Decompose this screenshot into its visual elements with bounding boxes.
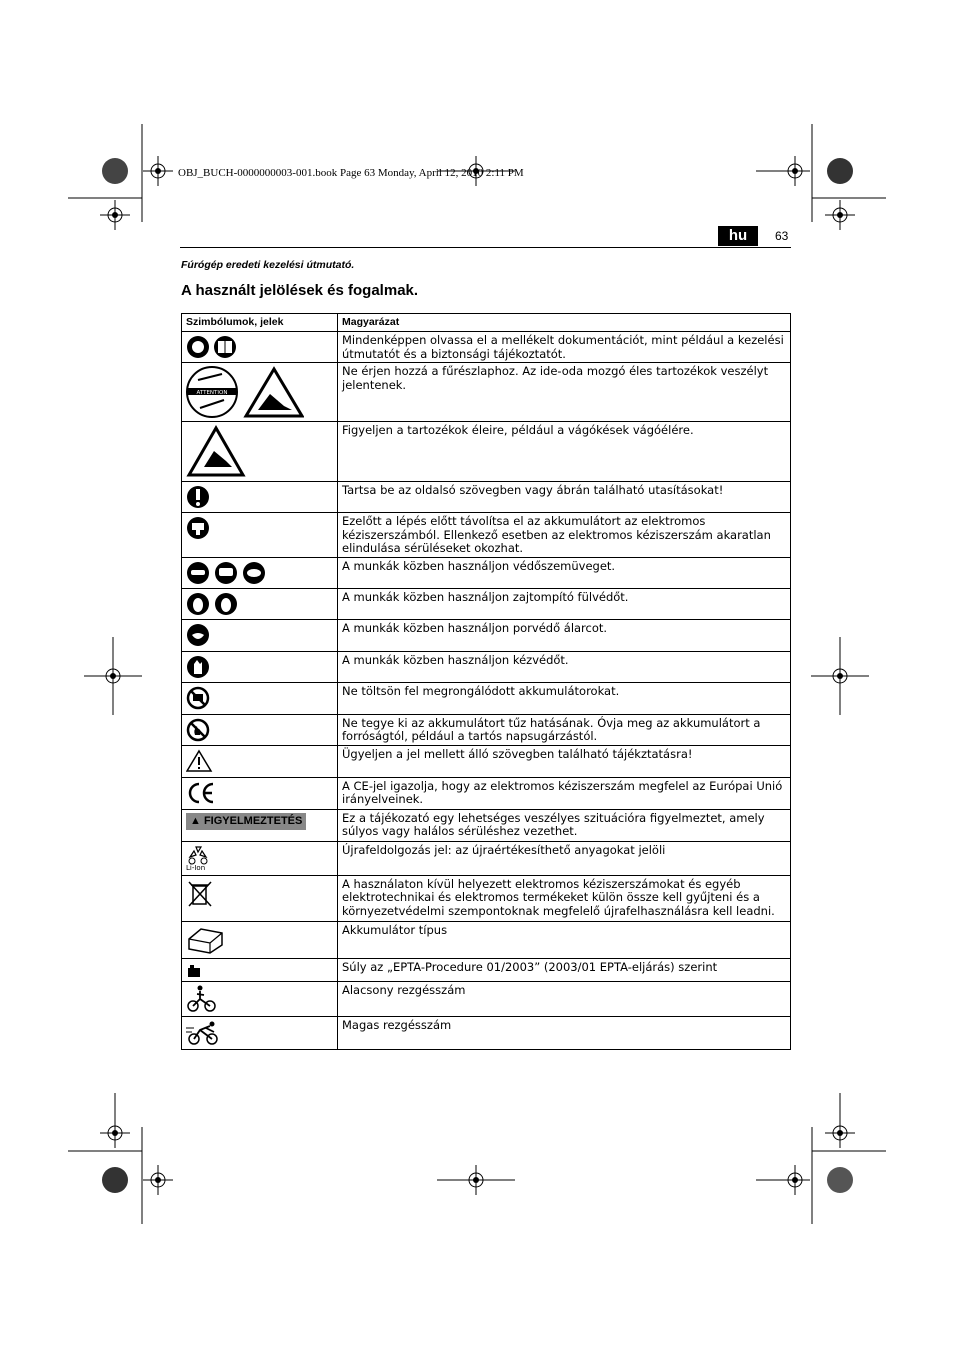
no-charging-damaged-battery-icon <box>186 686 212 710</box>
no-fire-battery-icon <box>186 718 212 742</box>
row-text: A munkák közben használjon kézvédőt. <box>338 651 791 682</box>
symbols-table <box>181 313 791 1050</box>
column-header-explanation: Magyarázat <box>338 314 791 332</box>
table-row <box>182 363 791 422</box>
row-text: Ügyeljen a jel mellett álló szövegben található tájékztatásra! <box>338 745 791 777</box>
table-row <box>182 875 791 921</box>
weight-icon <box>186 962 206 978</box>
table-row <box>182 422 791 482</box>
row-text: Alacsony rezgésszám <box>338 981 791 1016</box>
battery-pack-icon <box>186 925 226 955</box>
table-row <box>182 981 791 1016</box>
svg-text:ATTENTION: ATTENTION <box>196 390 228 396</box>
table-row <box>182 513 791 558</box>
document-subtitle: Fúrógép eredeti kezelési útmutató. <box>181 259 355 271</box>
row-text: Tartsa be az oldalsó szövegben vagy ábrán található utasításokat! <box>338 482 791 513</box>
caution-triangle-icon <box>186 749 214 773</box>
warning-badge-label: FIGYELMEZTETÉS <box>203 814 303 827</box>
ear-protection-icon <box>186 592 242 616</box>
li-ion-label: Li-Ion <box>186 863 206 872</box>
sharp-edge-warning-icon <box>186 425 246 477</box>
language-badge: hu <box>718 226 758 246</box>
table-row <box>182 714 791 745</box>
table-row <box>182 958 791 981</box>
table-row <box>182 921 791 958</box>
page-number: 63 <box>775 229 789 243</box>
row-text: Ezelőtt a lépés előtt távolítsa el az akkumulátort az elektromos kéziszerszámból. Ellenkező esetben az elektromos kéziszerszám akaratlan elindulása sérüléseket okozhat. <box>338 513 791 558</box>
row-text: A munkák közben használjon zajtompító fülvédőt. <box>338 588 791 619</box>
gloves-icon <box>186 655 212 679</box>
row-text: Újrafeldolgozás jel: az újraértékesíthető anyagokat jelöli <box>338 841 791 875</box>
fast-bicycle-icon <box>186 1020 222 1046</box>
table-row <box>182 777 791 809</box>
column-header-symbols: Szimbólumok, jelek <box>182 314 338 332</box>
header-rule <box>180 247 791 248</box>
table-row <box>182 745 791 777</box>
book-info-line: OBJ_BUCH-0000000003-001.book Page 63 Monday, April 12, 2010 2:11 PM <box>178 167 524 179</box>
row-text: Magas rezgésszám <box>338 1016 791 1049</box>
section-title: A használt jelölések és fogalmak. <box>181 282 419 299</box>
row-text: Akkumulátor típus <box>338 921 791 958</box>
read-manual-icon <box>186 335 246 359</box>
row-text: A munkák közben használjon védőszemüveget. <box>338 557 791 588</box>
table-row <box>182 482 791 513</box>
dust-mask-icon <box>186 623 212 647</box>
warning-badge: ▲ FIGYELMEZTETÉS <box>186 813 306 831</box>
table-row <box>182 1016 791 1049</box>
table-row <box>182 809 791 841</box>
attention-saw-warning-icon <box>186 366 304 418</box>
safety-goggles-icon <box>186 561 270 585</box>
row-text: Figyeljen a tartozékok éleire, például a vágókések vágóélére. <box>338 422 791 482</box>
ce-mark-icon <box>186 781 216 805</box>
table-row <box>182 619 791 651</box>
exclamation-icon <box>186 485 212 509</box>
row-text: A munkák közben használjon porvédő álarcot. <box>338 619 791 651</box>
table-row <box>182 651 791 682</box>
crossed-bin-icon <box>186 879 214 909</box>
table-row <box>182 588 791 619</box>
table-row <box>182 332 791 363</box>
row-text: Ez a tájékozató egy lehetséges veszélyes szituációra figyelmeztet, amely súlyos vagy halálos sérüléshez vezethet. <box>338 809 791 841</box>
table-row <box>182 557 791 588</box>
table-header-row <box>182 314 791 332</box>
table-row <box>182 841 791 875</box>
row-text: Mindenképpen olvassa el a mellékelt dokumentációt, mint például a kezelési útmutatót és a biztonsági tájékoztatót. <box>338 332 791 363</box>
table-row <box>182 682 791 714</box>
slow-bicycle-icon <box>186 985 218 1013</box>
row-text: Ne tegye ki az akkumulátort tűz hatásának. Óvja meg az akkumulátort a forróságtól, például a tartós napsugárzástól. <box>338 714 791 745</box>
row-text: Ne érjen hozzá a fűrészlaphoz. Az ide-oda mozgó éles tartozékok veszélyt jelentenek. <box>338 363 791 422</box>
recycling-li-ion-icon <box>186 845 216 865</box>
remove-battery-icon <box>186 516 212 540</box>
row-text: Ne töltsön fel megrongálódott akkumulátorokat. <box>338 682 791 714</box>
row-text: Súly az „EPTA-Procedure 01/2003” (2003/01 EPTA-eljárás) szerint <box>338 958 791 981</box>
row-text: A CE-jel igazolja, hogy az elektromos kéziszerszám megfelel az Európai Unió irányelveinek. <box>338 777 791 809</box>
row-text: A használaton kívül helyezett elektromos kéziszerszámokat és egyéb elektrotechnikai és elektromos termékeket külön össze kell gyűjteni és a környezetvédelmi szempontoknak megfelelő újrafelhasználásra kell leadni. <box>338 875 791 921</box>
